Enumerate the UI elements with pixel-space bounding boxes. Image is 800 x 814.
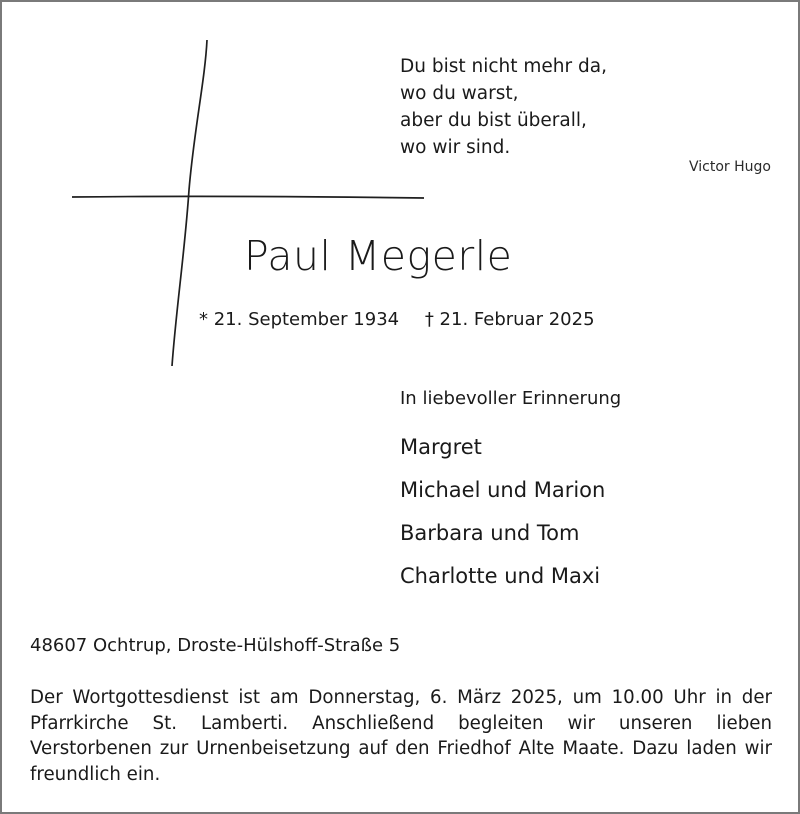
quote-poem bbox=[400, 53, 607, 161]
family-member: Barbara und Tom bbox=[400, 521, 580, 545]
family-list bbox=[400, 426, 605, 598]
quote-line: Du bist nicht mehr da, bbox=[400, 56, 607, 77]
family-member: Charlotte und Maxi bbox=[400, 564, 601, 588]
family-member: Margret bbox=[400, 435, 482, 459]
death-date: † 21. Februar 2025 bbox=[424, 309, 595, 330]
quote-line: wo du warst, bbox=[400, 83, 519, 104]
service-announcement: Der Wortgottesdienst ist am Donnerstag, 6. März 2025, um 10.00 Uhr in der Pfarrkirche St. Lamberti. Anschließend begleiten wir unseren lieben Verstorbenen zur Urnenbeisetzung auf den Friedhof Alte Maate. Dazu laden wir freundlich ein. bbox=[30, 687, 772, 785]
quote-line: aber du bist überall, bbox=[400, 110, 587, 131]
deceased-name: Paul Megerle bbox=[244, 232, 513, 280]
family-member: Michael und Marion bbox=[400, 478, 606, 502]
birth-date: * 21. September 1934 bbox=[199, 309, 400, 330]
family-address: 48607 Ochtrup, Droste-Hülshoff-Straße 5 bbox=[30, 635, 401, 656]
quote-line: wo wir sind. bbox=[400, 137, 511, 158]
quote-author: Victor Hugo bbox=[689, 159, 771, 175]
cross-crossbar bbox=[72, 190, 424, 204]
memory-heading: In liebevoller Erinnerung bbox=[400, 388, 622, 409]
life-dates bbox=[199, 309, 595, 330]
